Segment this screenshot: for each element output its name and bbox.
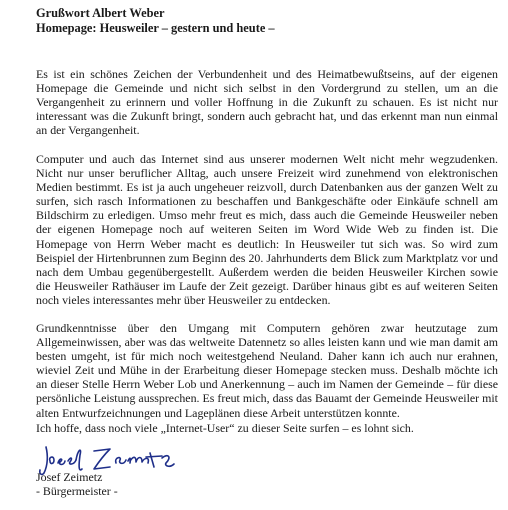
paragraph-acknowledgement: Grundkenntnisse über den Umgang mit Computern gehören zwar heutzutage zum Allgemeinwissen, aber was das weltweite Datennetz so alles leisten kann und wie man damit am besten umgeht, ist für mich noch weitestgehend Neuland. Daher kann ich auch nur erahnen, wieviel Zeit und Mühe in der Erarbeitung dieser Homepage stecken muss. Deshalb möchte ich an dieser Stelle Herrn Weber Lob und Anerkennung – auch im Namen der Gemeinde – für diese persönliche Leistung aussprechen. Es freut mich, dass das Bauamt der Gemeinde Heusweiler mit alten Entwurfzeichnungen und Lageplänen diese Arbeit unterstützen konnte.: [36, 321, 498, 420]
letter-header: [36, 6, 275, 36]
letter-subtitle: Homepage: Heusweiler – gestern und heute –: [36, 21, 275, 35]
letter-title: Grußwort Albert Weber: [36, 6, 165, 20]
signature-block: [36, 470, 118, 498]
signer-name: Josef Zeimetz: [36, 470, 103, 484]
paragraph-internet: Computer und auch das Internet sind aus unserer modernen Welt nicht mehr wegzudenken. Nicht nur unser beruflicher Alltag, auch unsere Freizeit wird zunehmend von elektronischen Medien bestimmt. Es ist ja auch ungeheuer reizvoll, durch Datenbanken aus der ganzen Welt zu surfen, sich rasch Informationen zu beschaffen und Bankgeschäfte oder Einkäufe schnell am Bildschirm zu erledigen. Umso mehr freut es mich, dass auch die Gemeinde Heusweiler neben der eigenen Homepage noch auf weiteren Seiten im Word Wide Web zu finden ist. Die Homepage von Herrn Weber macht es deutlich: In Heusweiler tut sich was. So wird zum Beispiel der Hirtenbrunnen zum Beginn des 20. Jahrhunderts dem Blick zum Marktplatz vor und nach dem Umbau gegenübergestellt. Außerdem werden die beiden Heusweiler Kirchen sowie die Heusweiler Rathäuser im Laufe der Zeit gezeigt. Darüber hinaus gibt es auf weiteren Seiten noch vieles interessantes mehr über Heusweiler zu entdecken.: [36, 152, 498, 307]
paragraph-closing: Ich hoffe, dass noch viele „Internet-User“ zu dieser Seite surfen – es lohnt sich.: [36, 421, 414, 435]
signer-role: - Bürgermeister -: [36, 484, 118, 498]
paragraph-intro: Es ist ein schönes Zeichen der Verbundenheit und des Heimatbewußtseins, auf der eigenen Homepage die Gemeinde und nicht sich selbst in den Vordergrund zu stellen, um an die Vergangenheit zu erinnern und voller Hoffnung in die Zukunft zu schauen. Es ist nicht nur interessant was die Zukunft bringt, sondern auch gebracht hat, und das erkennt man nun einmal an der Vergangenheit.: [36, 67, 498, 138]
